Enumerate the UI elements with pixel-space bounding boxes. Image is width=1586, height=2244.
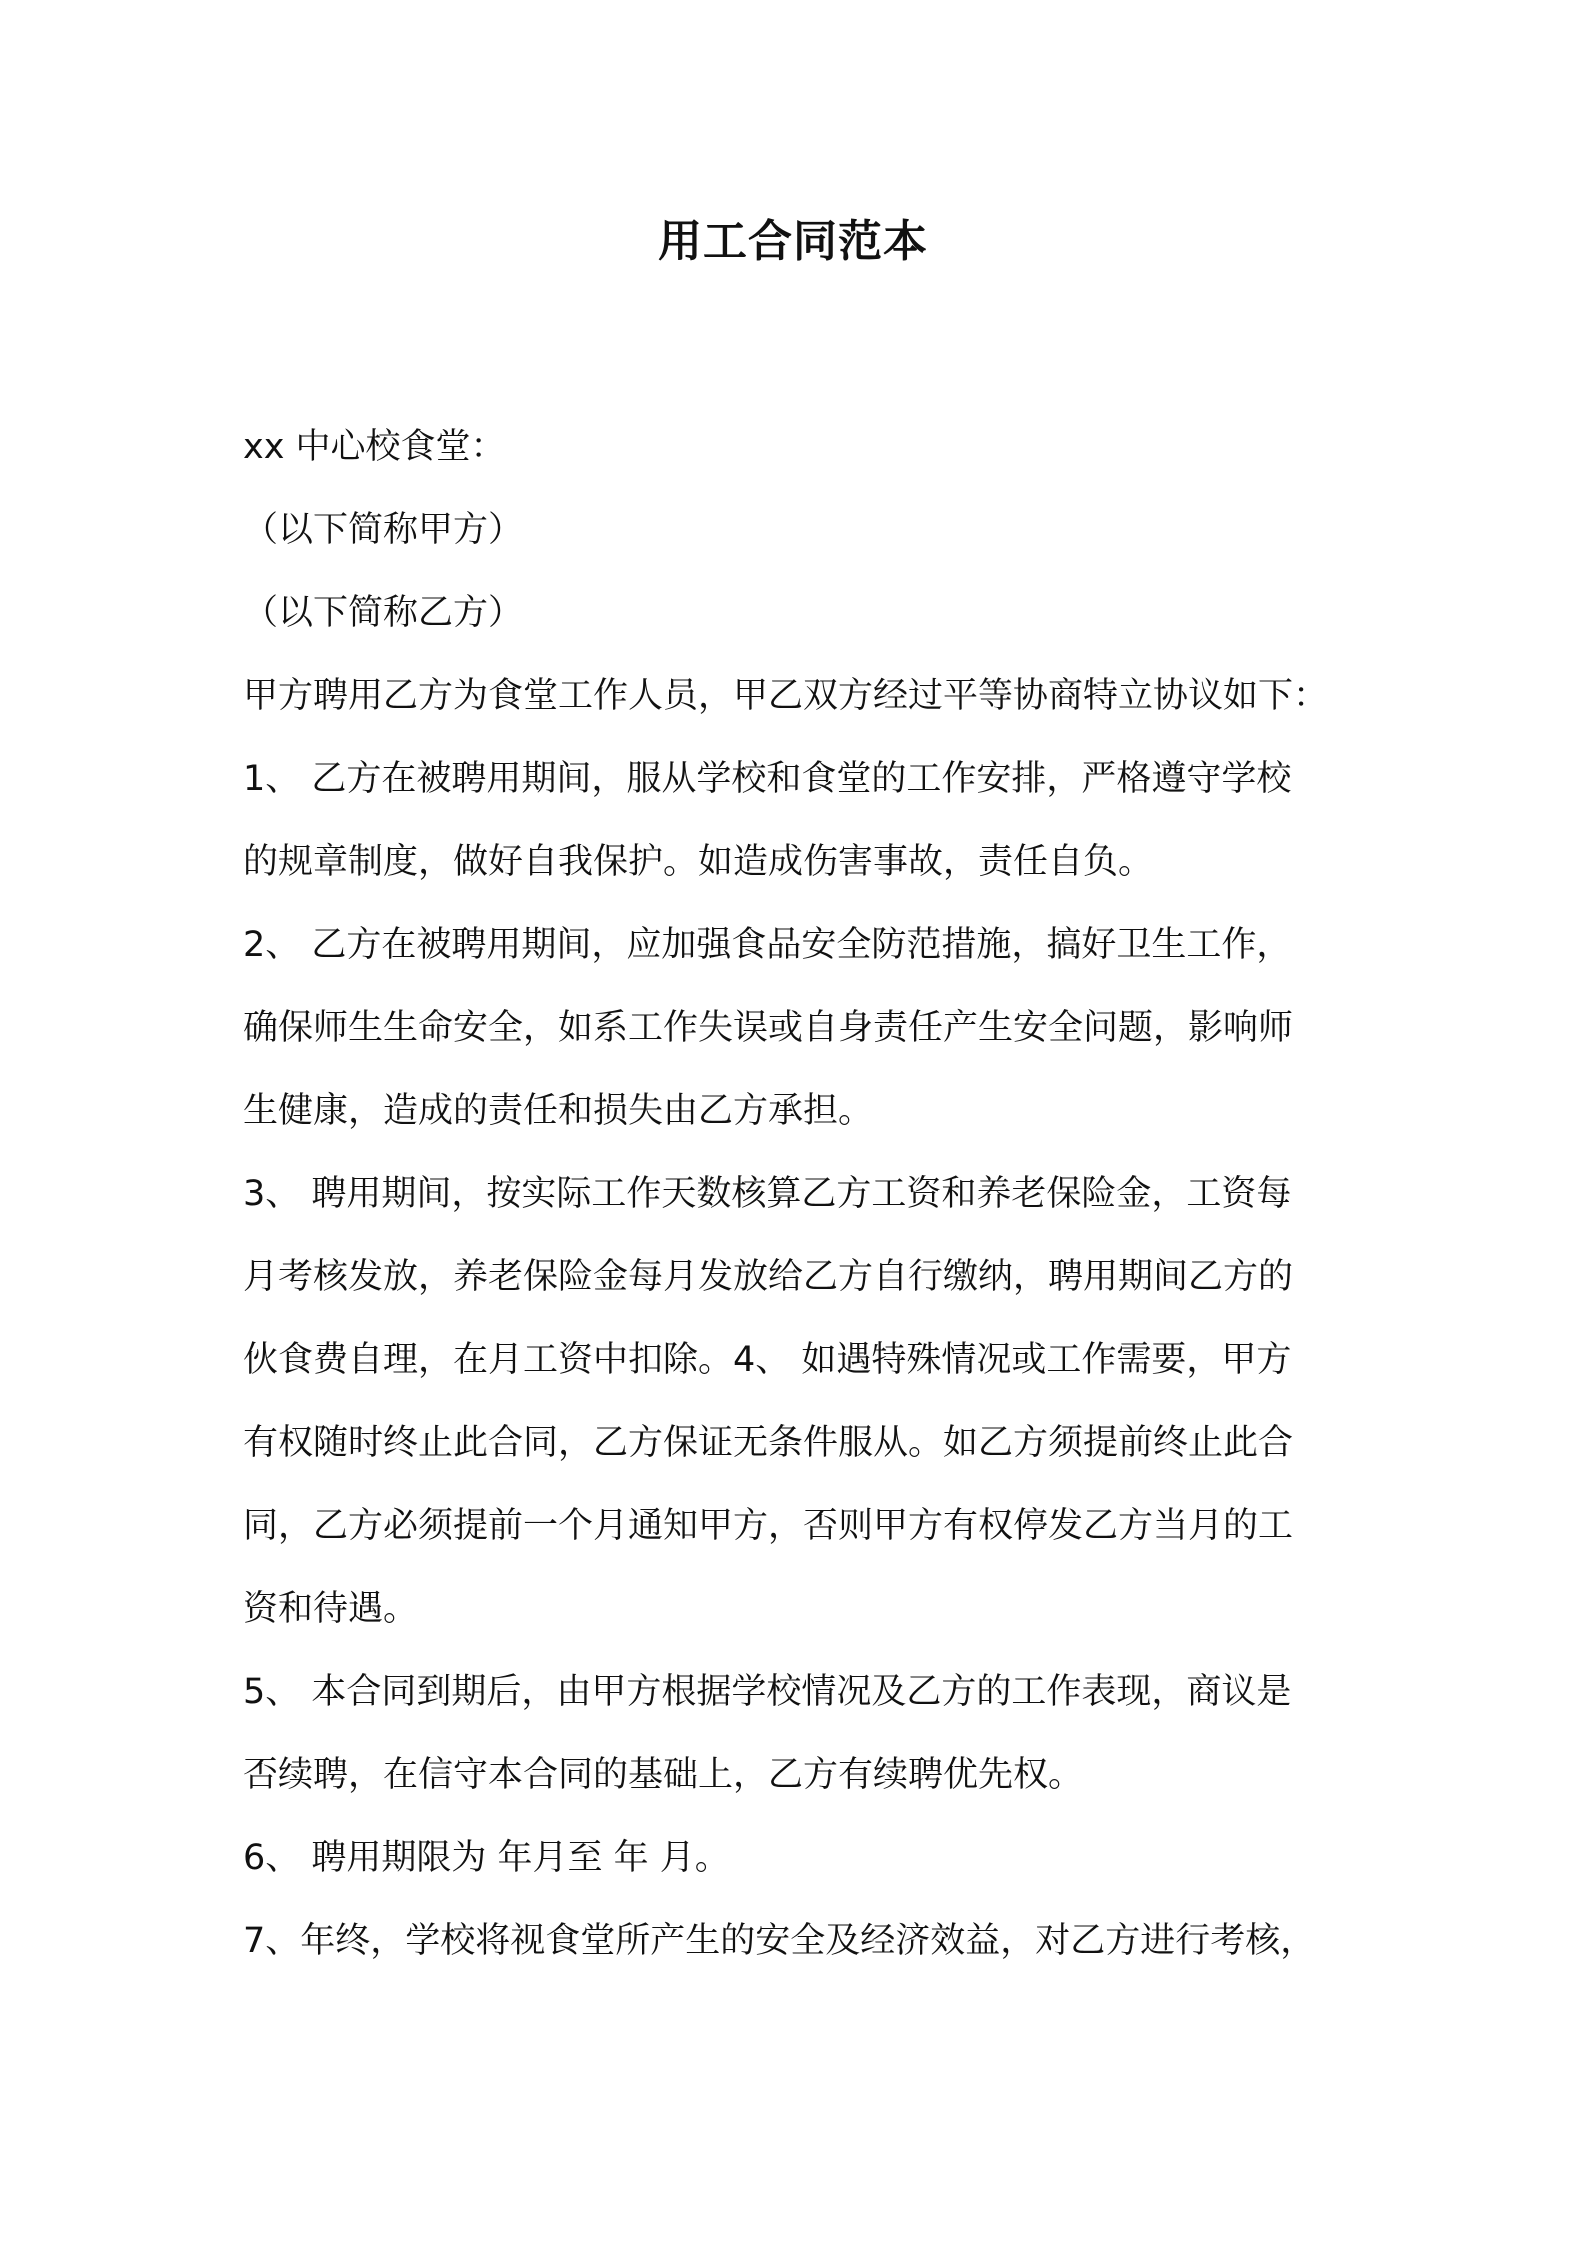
intro-line: 甲方聘用乙方为食堂工作人员，甲乙双方经过平等协商特立协议如下：	[243, 676, 1329, 716]
document-body	[243, 406, 1363, 1983]
clause-7-line-1: 7、年终，学校将视食堂所产生的安全及经济效益，对乙方进行考核，	[243, 1921, 1316, 1961]
clause-2-line-1: 2、 乙方在被聘用期间，应加强食品安全防范措施，搞好卫生工作，	[243, 925, 1292, 965]
clause-6-line: 6、 聘用期限为 年月至 年 月。	[243, 1838, 730, 1878]
party-a-line: （以下简称甲方）	[243, 510, 524, 550]
clause-3-line-1: 3、 聘用期间，按实际工作天数核算乙方工资和养老保险金，工资每	[243, 1174, 1292, 1214]
addressee-line: xx 中心校食堂：	[243, 427, 506, 467]
clause-1-line-2: 的规章制度，做好自我保护。如造成伤害事故，责任自负。	[243, 842, 1154, 882]
clause-4-line-1: 有权随时终止此合同，乙方保证无条件服从。如乙方须提前终止此合	[243, 1423, 1294, 1463]
clause-2-line-3: 生健康，造成的责任和损失由乙方承担。	[243, 1091, 874, 1131]
party-b-line: （以下简称乙方）	[243, 593, 524, 633]
clause-1-line-1: 1、 乙方在被聘用期间，服从学校和食堂的工作安排，严格遵守学校	[243, 759, 1292, 799]
clause-5-line-2: 否续聘，在信守本合同的基础上，乙方有续聘优先权。	[243, 1755, 1084, 1795]
document-title: 用工合同范本	[658, 216, 928, 267]
clause-2-line-2: 确保师生生命安全，如系工作失误或自身责任产生安全问题，影响师	[243, 1008, 1294, 1048]
clause-4-line-2: 同，乙方必须提前一个月通知甲方，否则甲方有权停发乙方当月的工	[243, 1506, 1294, 1546]
clause-5-line-1: 5、 本合同到期后，由甲方根据学校情况及乙方的工作表现，商议是	[243, 1672, 1292, 1712]
clause-3-line-3: 伙食费自理，在月工资中扣除。4、 如遇特殊情况或工作需要，甲方	[243, 1340, 1292, 1380]
clause-4-line-3: 资和待遇。	[243, 1589, 419, 1629]
clause-3-line-2: 月考核发放，养老保险金每月发放给乙方自行缴纳，聘用期间乙方的	[243, 1257, 1294, 1297]
